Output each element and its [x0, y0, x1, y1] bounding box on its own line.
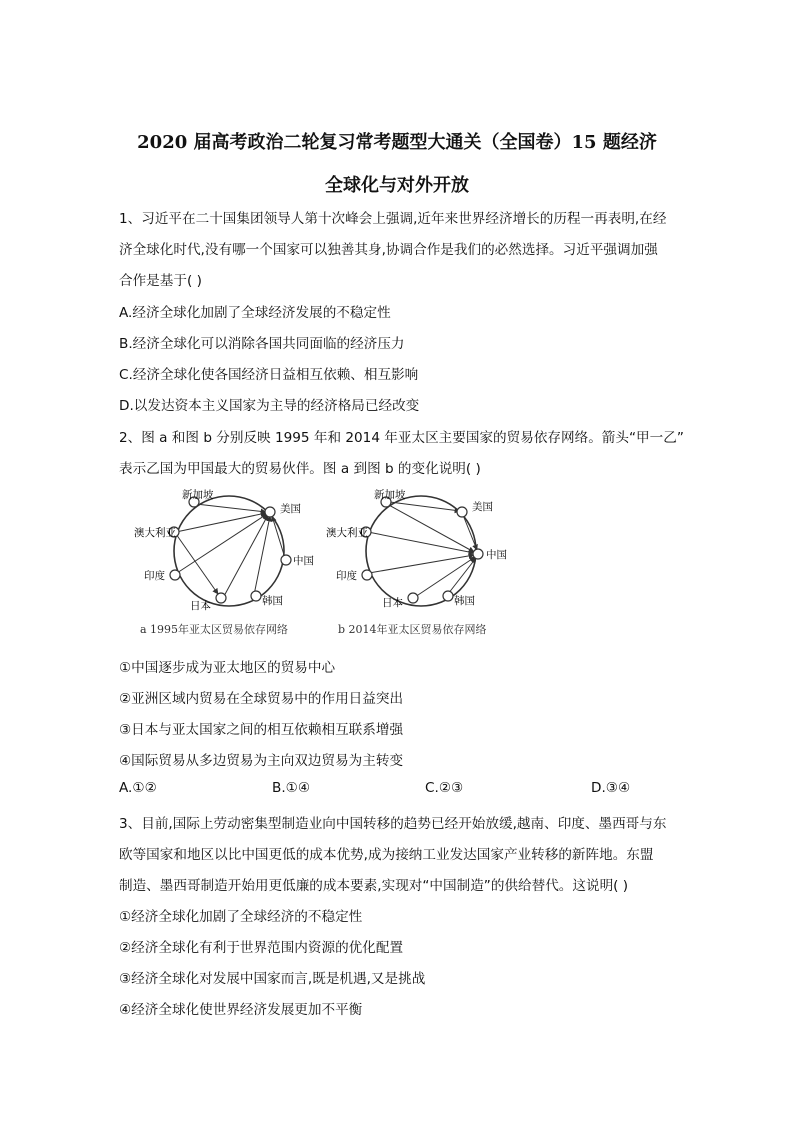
q3-statement-4: ④经济全球化使世界经济发展更加不平衡 [119, 1002, 363, 1018]
diagram-b [326, 488, 507, 609]
q3-statement-3: ③经济全球化对发展中国家而言,既是机遇,又是挑战 [119, 971, 426, 987]
q1-option-b: B.经济全球化可以消除各国共同面临的经济压力 [119, 336, 405, 352]
caption-b: b 2014年亚太区贸易依存网络 [338, 623, 487, 636]
q3-statement-2: ②经济全球化有利于世界范围内资源的优化配置 [119, 940, 404, 956]
b-label-usa: 美国 [472, 501, 493, 513]
a-label-australia: 澳大利亚 [134, 527, 176, 539]
b-label-china: 中国 [486, 549, 507, 561]
b-label-india: 印度 [336, 570, 357, 582]
diagram-a [134, 488, 314, 612]
q3-stem-line3: 制造、墨西哥制造开始用更低廉的成本要素,实现对“中国制造”的供给替代。这说明( ) [119, 878, 629, 894]
q2-statement-2: ②亚洲区域内贸易在全球贸易中的作用日益突出 [119, 691, 404, 707]
q2-choice-c: C.②③ [425, 780, 464, 796]
q3-stem-line1: 3、目前,国际上劳动密集型制造业向中国转移的趋势已经开始放缓,越南、印度、墨西哥与东 [119, 816, 667, 832]
q2-statement-4: ④国际贸易从多边贸易为主向双边贸易为主转变 [119, 753, 404, 769]
a-label-singapore: 新加坡 [182, 489, 214, 501]
a-label-japan: 日本 [190, 600, 211, 612]
doc-title-line2: 全球化与对外开放 [325, 175, 469, 196]
q2-choice-d: D.③④ [591, 780, 631, 796]
doc-title-line1: 2020 届高考政治二轮复习常考题型大通关（全国卷）15 题经济 [137, 132, 657, 153]
b-label-australia: 澳大利亚 [326, 527, 368, 539]
q2-statement-3: ③日本与亚太国家之间的相互依赖相互联系增强 [119, 722, 404, 738]
q1-option-a: A.经济全球化加剧了全球经济发展的不稳定性 [119, 305, 391, 321]
b-label-korea: 韩国 [454, 595, 475, 607]
q2-choice-b: B.①④ [272, 780, 311, 796]
b-label-singapore: 新加坡 [374, 489, 406, 501]
q1-option-c: C.经济全球化使各国经济日益相互依赖、相互影响 [119, 367, 419, 383]
q1-stem-line3: 合作是基于( ) [119, 273, 202, 289]
caption-a: a 1995年亚太区贸易依存网络 [140, 623, 289, 636]
a-label-usa: 美国 [280, 503, 301, 515]
a-label-korea: 韩国 [262, 595, 283, 607]
a-label-china: 中国 [293, 555, 314, 567]
q1-option-d: D.以发达资本主义国家为主导的经济格局已经改变 [119, 398, 420, 414]
q2-choice-a: A.①② [119, 780, 157, 796]
q3-stem-line2: 欧等国家和地区以比中国更低的成本优势,成为接纳工业发达国家产业转移的新阵地。东盟 [119, 847, 654, 863]
b-label-japan: 日本 [382, 597, 403, 609]
trade-network-figure [130, 482, 530, 642]
q2-statement-1: ①中国逐步成为亚太地区的贸易中心 [119, 660, 336, 676]
q2-stem-line1: 2、图 a 和图 b 分别反映 1995 年和 2014 年亚太区主要国家的贸易依存网络。箭头“甲一乙” [119, 430, 684, 446]
q2-stem-line2: 表示乙国为甲国最大的贸易伙伴。图 a 到图 b 的变化说明( ) [119, 461, 481, 477]
q1-stem-line2: 济全球化时代,没有哪一个国家可以独善其身,协调合作是我们的必然选择。习近平强调加强 [119, 242, 658, 258]
a-label-india: 印度 [144, 570, 165, 582]
q1-stem-line1: 1、习近平在二十国集团领导人第十次峰会上强调,近年来世界经济增长的历程一再表明,在经 [119, 211, 667, 227]
q3-statement-1: ①经济全球化加剧了全球经济的不稳定性 [119, 909, 363, 925]
